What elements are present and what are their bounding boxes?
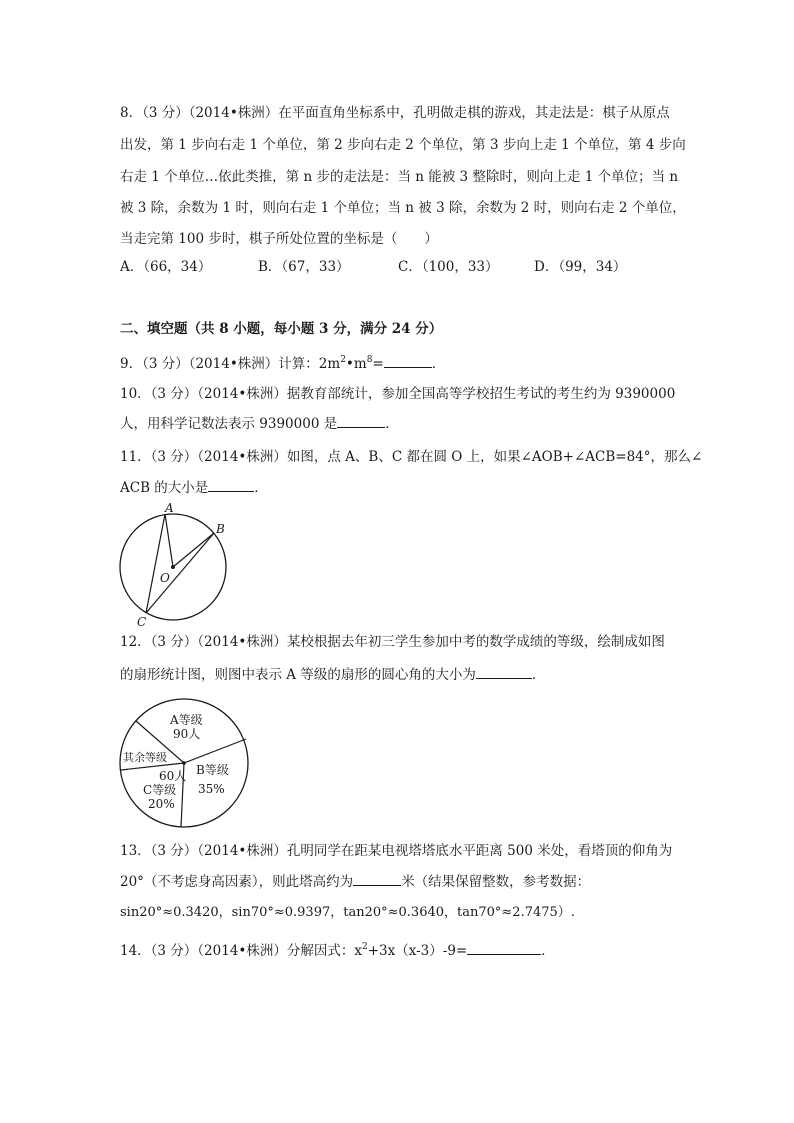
q10-line-1: 10．（3 分）（2014•株洲）据教育部统计，参加全国高等学校招生考试的考生约为 9390000 xyxy=(120,386,676,402)
answer-blank xyxy=(467,942,541,955)
q12-line-1: 12．（3 分）（2014•株洲）某校根据去年初三学生参加中考的数学成绩的等级，绘制成如图 xyxy=(120,634,665,650)
pie-a-label: A等级 xyxy=(170,713,203,727)
q14-end: ． xyxy=(541,943,555,959)
label-b: B xyxy=(216,522,225,536)
q14-line xyxy=(120,942,555,960)
q8-option-b: B．（67，33） xyxy=(258,259,350,275)
q9-end: ． xyxy=(431,356,446,372)
pie-b-percent: 35% xyxy=(198,782,225,796)
pie-center-dot xyxy=(182,761,186,765)
q9-prefix: 9．（3 分）（2014•株洲）计算：2m xyxy=(120,356,341,372)
q14-exponent: 2 xyxy=(362,942,368,952)
q11-text: ACB 的大小是 xyxy=(120,480,209,496)
q12-text: 的扇形统计图，则图中表示 A 等级的扇形的圆心角的大小为 xyxy=(120,667,476,683)
q10-text: 人，用科学记数法表示 9390000 是 xyxy=(120,416,338,432)
q11-end: ． xyxy=(254,480,268,496)
pie-a-value: 90人 xyxy=(173,727,201,741)
q12-end: ． xyxy=(531,667,546,683)
pie-b-label: B等级 xyxy=(196,763,229,777)
q8-option-a: A．（66，34） xyxy=(120,259,212,275)
answer-blank xyxy=(353,873,401,886)
label-o: O xyxy=(160,571,170,585)
q13-text-b: 米（结果保留整数，参考数据： xyxy=(401,874,591,890)
pie-other-label: 其余等级 xyxy=(123,751,167,764)
pie-c-value: 60人 xyxy=(159,769,187,783)
q8-line-4: 被 3 除，余数为 1 时，则向右走 1 个单位；当 n 被 3 除，余数为 2 时，则向右走 2 个单位， xyxy=(120,200,686,216)
q8-line-2: 出发，第 1 步向右走 1 个单位，第 2 步向右走 2 个单位，第 3 步向上走 1 个单位，第 4 步向 xyxy=(120,137,686,153)
q8-line-5: 当走完第 100 步时，棋子所处位置的坐标是（ ） xyxy=(120,231,438,247)
q14-suffix: +3x（x-3）-9= xyxy=(367,943,468,959)
q9-mid: •m xyxy=(345,356,367,372)
label-c: C xyxy=(137,615,147,629)
q8-option-c: C．（100，33） xyxy=(398,259,499,275)
q8-line-1: 8．（3 分）（2014•株洲）在平面直角坐标系中，孔明做走棋的游戏，其走法是：棋子从原点 xyxy=(120,105,670,121)
q13-line-3: sin20°≈0.3420，sin70°≈0.9397，tan20°≈0.3640，tan70°≈2.7475）. xyxy=(120,905,575,920)
q10-end: ． xyxy=(385,416,399,432)
pie-c-percent: 20% xyxy=(148,797,175,811)
q13-text-a: 20°（不考虑身高因素），则此塔高约为 xyxy=(120,874,354,890)
q11-line-1: 11．（3 分）（2014•株洲）如图，点 A、B、C 都在圆 O 上，如果∠AOB+∠ACB=84°，那么∠ xyxy=(120,449,703,465)
q8-line-3: 右走 1 个单位…依此类推，第 n 步的走法是：当 n 能被 3 整除时，则向上走 1 个单位；当 n xyxy=(120,169,679,185)
q13-line-1: 13．（3 分）（2014•株洲）孔明同学在距某电视塔塔底水平距离 500 米处，看塔顶的仰角为 xyxy=(120,843,673,859)
label-a: A xyxy=(165,501,174,515)
q9-exponent-2: 8 xyxy=(366,355,373,365)
q14-prefix: 14．（3 分）（2014•株洲）分解因式：x xyxy=(120,943,362,959)
pie-c-label: C等级 xyxy=(143,783,177,797)
pie-divider-1 xyxy=(184,739,246,763)
q9-exponent-1: 2 xyxy=(340,355,346,365)
q8-option-d: D．（99，34） xyxy=(534,259,627,275)
q9-suffix: = xyxy=(372,356,384,372)
q13-line-2 xyxy=(120,873,590,891)
section-heading: 二、填空题（共 8 小题，每小题 3 分，满分 24 分） xyxy=(120,321,443,337)
